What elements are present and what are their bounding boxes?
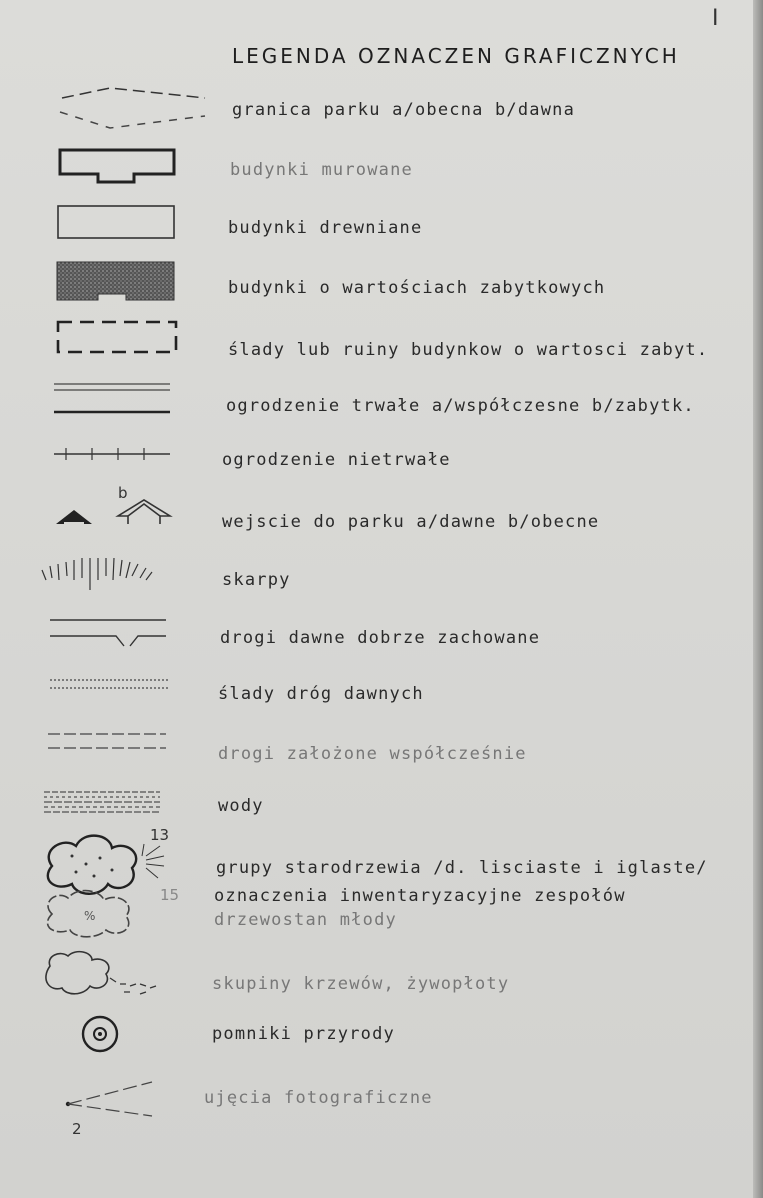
legend-row-wooden-buildings	[0, 202, 763, 246]
legend-label: ślady dróg dawnych	[218, 684, 424, 704]
legend-label-young-stand: drzewostan młody	[214, 910, 397, 930]
legend-label: wody	[218, 796, 264, 816]
legend-row-slopes	[0, 546, 763, 602]
legend-label: ujęcia fotograficzne	[204, 1088, 433, 1108]
svg-text:%: %	[84, 909, 96, 923]
legend-row-temporary-fences	[0, 440, 763, 474]
legend-label: ślady lub ruiny budynkow o wartosci zabyt.	[228, 340, 709, 360]
legend-row-modern-roads	[0, 726, 763, 766]
entrance-marker-b: b	[118, 484, 128, 502]
photo-marker-2: 2	[72, 1120, 82, 1138]
legend-label: granica parku a/obecna b/dawna	[232, 100, 576, 120]
legend-label: drogi założone współcześnie	[218, 744, 527, 764]
legend-label: drogi dawne dobrze zachowane	[220, 628, 541, 648]
legend-row-shrub-groups	[0, 944, 763, 1004]
tree-group-marker-15: 15	[160, 886, 180, 904]
page-number: I	[712, 6, 720, 31]
legend-label: budynki murowane	[230, 160, 413, 180]
road-trace-icon	[30, 672, 220, 712]
slope-icon	[30, 546, 220, 602]
legend-label: ogrodzenie nietrwałe	[222, 450, 451, 470]
tree-group-marker-13: 13	[150, 826, 170, 844]
legend-row-heritage-buildings	[0, 258, 763, 308]
legend-label-inventory: oznaczenia inwentaryzacyjne zespołów	[214, 886, 626, 906]
legend-row-old-roads-preserved	[0, 612, 763, 656]
legend-row-old-tree-groups	[0, 826, 763, 944]
legend-label: skupiny krzewów, żywopłoty	[212, 974, 510, 994]
park-boundary-icon	[30, 86, 220, 136]
tree-group-icon	[0, 826, 210, 944]
water-icon	[30, 786, 220, 826]
wooden-building-icon	[30, 202, 220, 246]
legend-label: budynki o wartościach zabytkowych	[228, 278, 606, 298]
legend-row-natural-monuments	[0, 1010, 763, 1060]
modern-road-icon	[30, 726, 220, 766]
camera-view-icon	[0, 1076, 210, 1166]
heritage-building-icon	[30, 258, 220, 308]
legend-row-brick-buildings	[0, 146, 763, 190]
legend-row-waters	[0, 786, 763, 826]
legend-row-building-ruins	[0, 318, 763, 362]
legend-row-old-road-traces	[0, 672, 763, 712]
legend-label: pomniki przyrody	[212, 1024, 395, 1044]
brick-building-icon	[30, 146, 220, 190]
legend-row-park-entrance	[0, 480, 763, 542]
legend-label: skarpy	[222, 570, 291, 590]
old-road-icon	[30, 612, 220, 656]
legend-label: grupy starodrzewia /d. lisciaste i iglaste/	[216, 858, 708, 878]
temporary-fence-icon	[30, 440, 220, 474]
natural-monument-icon	[0, 1010, 210, 1060]
legend-row-park-boundary	[0, 86, 763, 136]
legend-label: budynki drewniane	[228, 218, 423, 238]
shrub-icon	[0, 944, 210, 1004]
legend-label: wejscie do parku a/dawne b/obecne	[222, 512, 600, 532]
permanent-fence-icon	[30, 378, 220, 422]
legend-row-photo-shots	[0, 1076, 763, 1166]
park-entrance-icon	[30, 480, 220, 542]
legend-row-permanent-fences	[0, 378, 763, 422]
ruins-icon	[30, 318, 220, 362]
page-title: LEGENDA OZNACZEN GRAFICZNYCH	[232, 44, 680, 68]
legend-label: ogrodzenie trwałe a/współczesne b/zabytk.	[226, 396, 695, 416]
